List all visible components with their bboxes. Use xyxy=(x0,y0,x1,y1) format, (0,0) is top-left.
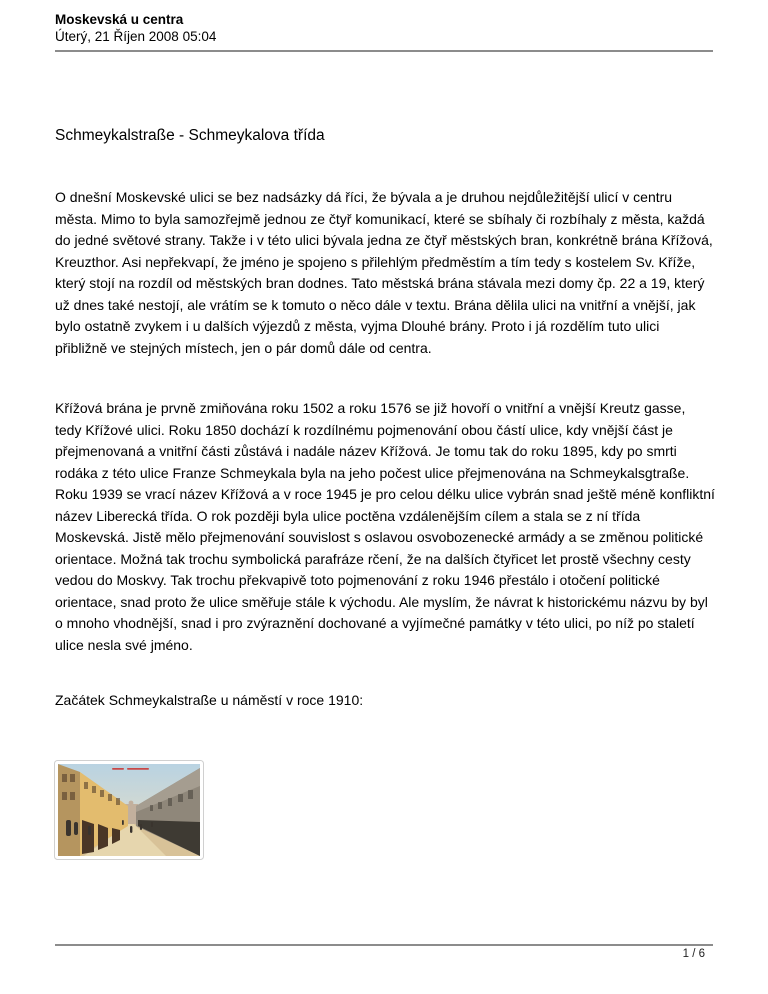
historic-postcard-image xyxy=(54,760,204,860)
header-divider xyxy=(55,50,713,52)
footer-divider xyxy=(55,944,713,946)
postcard-street-scene-illustration xyxy=(54,760,204,860)
publication-date: Úterý, 21 Říjen 2008 05:04 xyxy=(55,29,217,44)
image-caption: Začátek Schmeykalstraße u náměstí v roce 1910: xyxy=(55,692,364,708)
article-paragraph-2: Křížová brána je prvně zmiňována roku 1502 a roku 1576 se již hovoří o vnitřní a vnější Kreutz gasse, tedy Křížové ulici. Roku 1850 dochází k rozdílnému pojmenování obou částí ulice, kdy vnější část je přejmenovaná a vnitřní části zůstává i nadále název Křížová. Je tomu tak do roku 1895, kdy po smrti rodáka z této ulice Franze Schmeykala byla na jeho počest ulice přejmenována na Schmeykalsgtraße. Roku 1939 se vrací název Křížová a v roce 1945 je pro celou délku ulice vybrán snad ještě méně konfliktní název Liberecká třída. O rok později byla ulice poctěna vzdálenějším cílem a stala se z ní třída Moskevská. Jistě mělo přejmenování souvislost s oslavou osvobozenecké armády a se změnou politické orientace. Možná tak trochu symbolická parafráze rčení, že na dalších čtyřicet let prostě všechny cesty vedou do Moskvy. Tak trochu překvapivě toto pojmenování z roku 1946 přestálo i otočení politické orientace, snad proto že ulice směřuje stále k východu. Ale myslím, že návrat k historickému názvu by byl o mnoho vhodnější, snad i pro zvýraznění dochované a vyjímečné památky v této ulici, po níž po staletí ulice nesla své jméno. xyxy=(55,400,715,653)
article-category-title: Moskevská u centra xyxy=(55,12,184,27)
page-number: 1 / 6 xyxy=(682,948,705,960)
article-title: Schmeykalstraße - Schmeykalova třída xyxy=(55,127,325,144)
article-paragraph-1: O dnešní Moskevské ulici se bez nadsázky dá říci, že bývala a je druhou nejdůležitější ulicí v centru města. Mimo to byla samozřejmě jednou ze čtyř komunikací, které se sbíhaly či rozbíhaly z města, každá do jedné světové strany. Takže i v této ulici bývala jedna ze čtyř městských bran, konkrétně brána Křížová, Kreuzthor. Asi nepřekvapí, že jméno je spojeno s přilehlým předměstím a tím tedy s kostelem Sv. Kříže, který stojí na rozdíl od městských bran dodnes. Tato městská brána stávala mezi domy čp. 22 a 19, který už dnes také nestojí, ale vrátím se k tomuto o něco dále v textu. Brána dělila ulici na vnitřní a vnější, jak bylo ostatně zvykem i u dalších výjezdů z města, vyjma Dlouhé brány. Proto i já rozdělím tuto ulici přibližně ve stejných místech, jen o pár domů dále od centra. xyxy=(55,189,713,356)
page-header xyxy=(55,12,713,52)
